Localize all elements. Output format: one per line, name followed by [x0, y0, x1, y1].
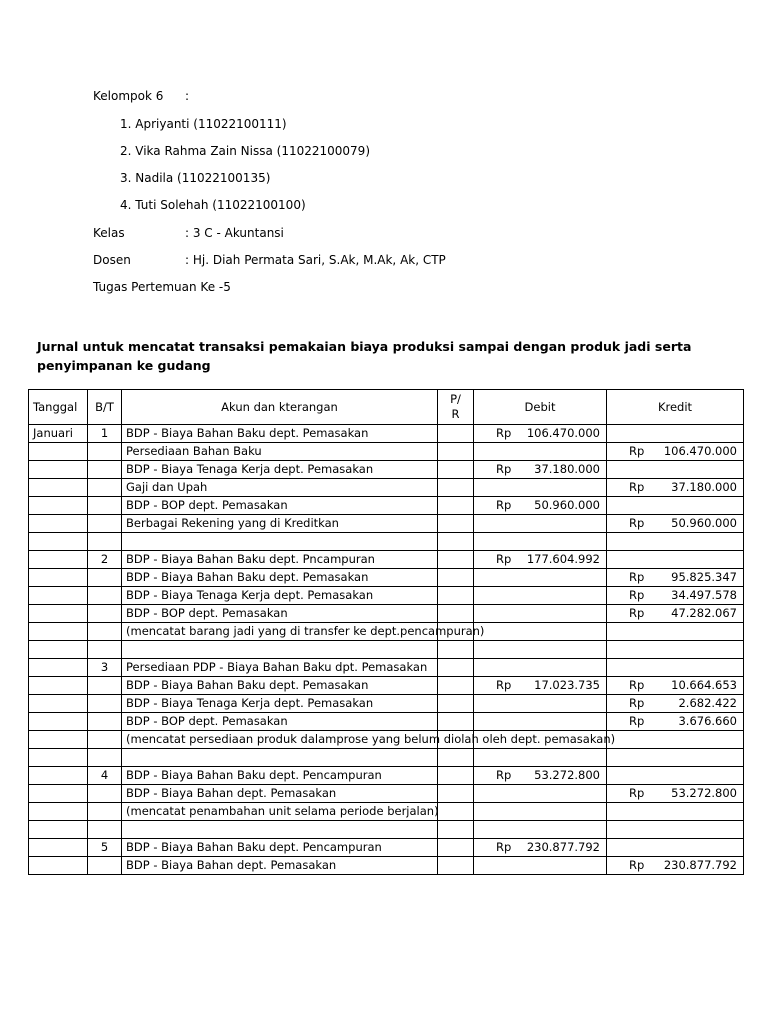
group-colon: : [185, 89, 190, 103]
kredit-currency: Rp [629, 714, 645, 728]
cell-tanggal [29, 659, 88, 677]
cell-akun [122, 533, 438, 551]
cell-debit [474, 461, 607, 479]
table-row [29, 767, 744, 785]
table-row [29, 623, 744, 641]
table-row [29, 659, 744, 677]
col-akun: Akun dan kterangan [122, 390, 438, 425]
cell-akun: BDP - Biaya Bahan Baku dept. Pemasakan [122, 569, 438, 587]
cell-debit [474, 425, 607, 443]
cell-tanggal [29, 641, 88, 659]
debit-currency: Rp [496, 768, 512, 782]
cell-pr [438, 461, 474, 479]
table-row [29, 731, 744, 749]
kredit-currency: Rp [629, 480, 645, 494]
assignment-line: Tugas Pertemuan Ke -5 [93, 280, 231, 294]
cell-tanggal [29, 803, 88, 821]
cell-pr [438, 479, 474, 497]
cell-pr [438, 677, 474, 695]
table-row [29, 695, 744, 713]
cell-pr [438, 425, 474, 443]
table-row [29, 839, 744, 857]
cell-bt [88, 803, 122, 821]
cell-debit [474, 497, 607, 515]
cell-akun: BDP - Biaya Bahan Baku dept. Pencampuran [122, 839, 438, 857]
cell-kredit [607, 803, 744, 821]
member-4: 4. Tuti Solehah (11022100100) [120, 198, 306, 212]
cell-debit [474, 605, 607, 623]
cell-tanggal [29, 785, 88, 803]
cell-debit [474, 749, 607, 767]
cell-bt [88, 731, 122, 749]
cell-pr [438, 515, 474, 533]
table-row [29, 749, 744, 767]
cell-pr [438, 587, 474, 605]
kredit-currency: Rp [629, 858, 645, 872]
journal-table [28, 389, 744, 875]
cell-pr [438, 533, 474, 551]
cell-debit [474, 479, 607, 497]
class-line [93, 225, 284, 241]
cell-kredit [607, 425, 744, 443]
cell-kredit [607, 821, 744, 839]
cell-bt [88, 785, 122, 803]
cell-akun: BDP - Biaya Tenaga Kerja dept. Pemasakan [122, 695, 438, 713]
col-bt: B/T [88, 390, 122, 425]
cell-debit [474, 857, 607, 875]
cell-tanggal [29, 443, 88, 461]
journal-body [29, 425, 744, 875]
cell-bt [88, 587, 122, 605]
debit-amount: 37.180.000 [534, 462, 600, 476]
cell-bt [88, 623, 122, 641]
cell-bt [88, 605, 122, 623]
table-row [29, 587, 744, 605]
table-row [29, 515, 744, 533]
kredit-amount: 34.497.578 [671, 588, 737, 602]
cell-bt [88, 443, 122, 461]
cell-bt [88, 749, 122, 767]
kredit-currency: Rp [629, 678, 645, 692]
debit-currency: Rp [496, 462, 512, 476]
cell-bt [88, 533, 122, 551]
kredit-amount: 95.825.347 [671, 570, 737, 584]
col-pr-top: P/ [450, 392, 461, 406]
cell-akun: BDP - Biaya Bahan dept. Pemasakan [122, 785, 438, 803]
cell-kredit [607, 695, 744, 713]
cell-pr [438, 785, 474, 803]
cell-akun [122, 641, 438, 659]
cell-pr [438, 443, 474, 461]
cell-kredit [607, 533, 744, 551]
cell-pr [438, 821, 474, 839]
cell-kredit [607, 497, 744, 515]
col-kredit: Kredit [607, 390, 744, 425]
cell-debit [474, 533, 607, 551]
cell-akun: BDP - BOP dept. Pemasakan [122, 605, 438, 623]
cell-debit [474, 695, 607, 713]
cell-akun: BDP - Biaya Bahan Baku dept. Pncampuran [122, 551, 438, 569]
cell-debit [474, 785, 607, 803]
col-pr [438, 390, 474, 425]
cell-akun: BDP - Biaya Bahan Baku dept. Pemasakan [122, 677, 438, 695]
member-2: 2. Vika Rahma Zain Nissa (11022100079) [120, 144, 370, 158]
kredit-amount: 47.282.067 [671, 606, 737, 620]
debit-currency: Rp [496, 552, 512, 566]
cell-akun: BDP - Biaya Tenaga Kerja dept. Pemasakan [122, 587, 438, 605]
cell-kredit [607, 749, 744, 767]
debit-currency: Rp [496, 426, 512, 440]
debit-amount: 50.960.000 [534, 498, 600, 512]
table-row [29, 713, 744, 731]
cell-debit [474, 587, 607, 605]
table-row [29, 425, 744, 443]
cell-kredit [607, 857, 744, 875]
cell-tanggal [29, 551, 88, 569]
table-row [29, 551, 744, 569]
cell-bt [88, 677, 122, 695]
cell-kredit [607, 569, 744, 587]
debit-currency: Rp [496, 678, 512, 692]
cell-pr [438, 857, 474, 875]
cell-pr [438, 641, 474, 659]
cell-akun: (mencatat penambahan unit selama periode berjalan) [122, 803, 438, 821]
table-row [29, 803, 744, 821]
cell-kredit [607, 713, 744, 731]
debit-amount: 177.604.992 [526, 552, 600, 566]
cell-akun: BDP - Biaya Bahan dept. Pemasakan [122, 857, 438, 875]
cell-akun: BDP - BOP dept. Pemasakan [122, 713, 438, 731]
cell-kredit [607, 605, 744, 623]
cell-tanggal [29, 533, 88, 551]
table-header-row [29, 390, 744, 425]
cell-tanggal [29, 839, 88, 857]
cell-pr [438, 695, 474, 713]
table-row [29, 641, 744, 659]
cell-kredit [607, 443, 744, 461]
debit-currency: Rp [496, 840, 512, 854]
group-line [93, 88, 189, 104]
kredit-currency: Rp [629, 588, 645, 602]
cell-kredit [607, 479, 744, 497]
table-row [29, 443, 744, 461]
member-3: 3. Nadila (11022100135) [120, 171, 271, 185]
lecturer-label: Dosen [93, 253, 131, 267]
debit-amount: 17.023.735 [534, 678, 600, 692]
cell-kredit [607, 587, 744, 605]
kredit-currency: Rp [629, 696, 645, 710]
cell-tanggal [29, 623, 88, 641]
cell-kredit [607, 515, 744, 533]
cell-pr [438, 839, 474, 857]
table-row [29, 497, 744, 515]
kredit-amount: 37.180.000 [671, 480, 737, 494]
cell-bt [88, 695, 122, 713]
kredit-amount: 10.664.653 [671, 678, 737, 692]
cell-tanggal [29, 821, 88, 839]
cell-pr [438, 497, 474, 515]
kredit-amount: 50.960.000 [671, 516, 737, 530]
cell-bt [88, 821, 122, 839]
cell-tanggal [29, 605, 88, 623]
cell-bt [88, 857, 122, 875]
table-row [29, 533, 744, 551]
cell-akun [122, 821, 438, 839]
cell-pr [438, 713, 474, 731]
cell-bt [88, 461, 122, 479]
cell-akun: Berbagai Rekening yang di Kreditkan [122, 515, 438, 533]
cell-debit [474, 713, 607, 731]
cell-debit [474, 551, 607, 569]
cell-bt: 1 [88, 425, 122, 443]
kredit-currency: Rp [629, 786, 645, 800]
cell-debit [474, 803, 607, 821]
cell-pr [438, 803, 474, 821]
kredit-amount: 230.877.792 [663, 858, 737, 872]
lecturer-line [93, 252, 446, 268]
table-row [29, 479, 744, 497]
cell-tanggal [29, 515, 88, 533]
cell-kredit [607, 551, 744, 569]
lecturer-value: : Hj. Diah Permata Sari, S.Ak, M.Ak, Ak, CTP [185, 253, 446, 267]
cell-tanggal [29, 695, 88, 713]
cell-bt: 2 [88, 551, 122, 569]
cell-akun: BDP - Biaya Bahan Baku dept. Pemasakan [122, 425, 438, 443]
cell-bt: 3 [88, 659, 122, 677]
cell-debit [474, 767, 607, 785]
cell-bt [88, 641, 122, 659]
cell-akun: (mencatat barang jadi yang di transfer ke dept.pencampuran) [122, 623, 438, 641]
cell-tanggal [29, 767, 88, 785]
cell-akun: BDP - Biaya Bahan Baku dept. Pencampuran [122, 767, 438, 785]
cell-akun: (mencatat persediaan produk dalamprose yang belum diolah oleh dept. pemasakan) [122, 731, 438, 749]
col-pr-bottom: R [451, 407, 460, 421]
cell-kredit [607, 731, 744, 749]
cell-tanggal [29, 497, 88, 515]
cell-kredit [607, 677, 744, 695]
cell-bt [88, 713, 122, 731]
kredit-currency: Rp [629, 516, 645, 530]
cell-akun: BDP - BOP dept. Pemasakan [122, 497, 438, 515]
journal-title: Jurnal untuk mencatat transaksi pemakaian biaya produksi sampai dengan produk jadi serta penyimpanan ke gudang [37, 339, 692, 373]
cell-pr [438, 659, 474, 677]
cell-kredit [607, 461, 744, 479]
cell-tanggal [29, 749, 88, 767]
cell-pr [438, 749, 474, 767]
col-debit: Debit [474, 390, 607, 425]
cell-bt [88, 515, 122, 533]
table-row [29, 785, 744, 803]
cell-akun: Gaji dan Upah [122, 479, 438, 497]
cell-pr [438, 569, 474, 587]
cell-bt [88, 497, 122, 515]
table-row [29, 677, 744, 695]
cell-debit [474, 443, 607, 461]
cell-debit [474, 821, 607, 839]
cell-bt: 4 [88, 767, 122, 785]
cell-tanggal: Januari [29, 425, 88, 443]
debit-amount: 230.877.792 [526, 840, 600, 854]
cell-tanggal [29, 587, 88, 605]
cell-kredit [607, 641, 744, 659]
table-row [29, 605, 744, 623]
kredit-currency: Rp [629, 444, 645, 458]
cell-kredit [607, 623, 744, 641]
debit-currency: Rp [496, 498, 512, 512]
cell-kredit [607, 839, 744, 857]
cell-tanggal [29, 731, 88, 749]
kredit-amount: 53.272.800 [671, 786, 737, 800]
kredit-amount: 3.676.660 [678, 714, 737, 728]
table-row [29, 857, 744, 875]
table-row [29, 821, 744, 839]
cell-debit [474, 623, 607, 641]
table-row [29, 569, 744, 587]
kredit-currency: Rp [629, 606, 645, 620]
cell-tanggal [29, 461, 88, 479]
cell-kredit [607, 659, 744, 677]
cell-tanggal [29, 569, 88, 587]
cell-pr [438, 551, 474, 569]
cell-tanggal [29, 713, 88, 731]
cell-bt [88, 479, 122, 497]
cell-bt [88, 569, 122, 587]
cell-akun: Persediaan PDP - Biaya Bahan Baku dpt. Pemasakan [122, 659, 438, 677]
cell-bt: 5 [88, 839, 122, 857]
cell-pr [438, 767, 474, 785]
cell-tanggal [29, 677, 88, 695]
group-label: Kelompok 6 [93, 89, 164, 103]
kredit-currency: Rp [629, 570, 645, 584]
cell-tanggal [29, 857, 88, 875]
class-value: : 3 C - Akuntansi [185, 226, 284, 240]
cell-kredit [607, 767, 744, 785]
cell-akun: BDP - Biaya Tenaga Kerja dept. Pemasakan [122, 461, 438, 479]
cell-pr [438, 605, 474, 623]
cell-debit [474, 569, 607, 587]
col-tanggal: Tanggal [29, 390, 88, 425]
cell-debit [474, 839, 607, 857]
kredit-amount: 106.470.000 [663, 444, 737, 458]
cell-tanggal [29, 479, 88, 497]
cell-debit [474, 659, 607, 677]
member-1: 1. Apriyanti (11022100111) [120, 117, 287, 131]
cell-akun [122, 749, 438, 767]
cell-debit [474, 677, 607, 695]
cell-akun: Persediaan Bahan Baku [122, 443, 438, 461]
table-row [29, 461, 744, 479]
cell-debit [474, 641, 607, 659]
debit-amount: 106.470.000 [526, 426, 600, 440]
kredit-amount: 2.682.422 [678, 696, 737, 710]
debit-amount: 53.272.800 [534, 768, 600, 782]
cell-debit [474, 515, 607, 533]
cell-kredit [607, 785, 744, 803]
class-label: Kelas [93, 226, 125, 240]
